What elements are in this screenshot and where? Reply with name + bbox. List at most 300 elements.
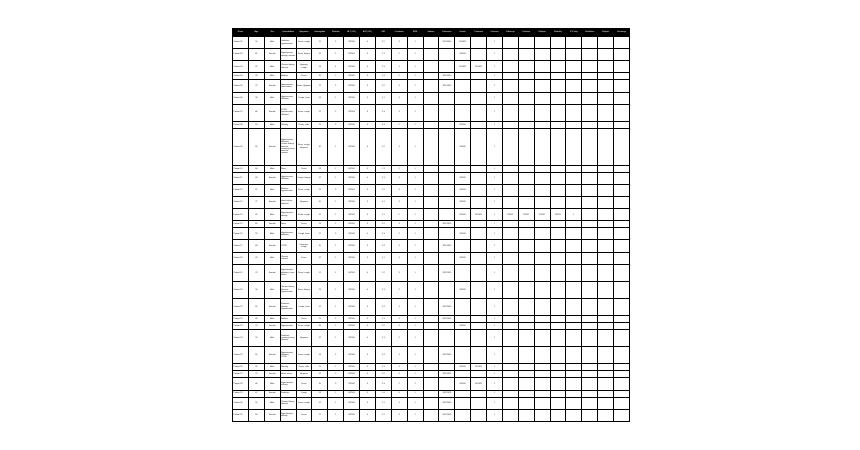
table-cell	[598, 347, 614, 364]
table-cell	[423, 298, 439, 315]
table-cell	[518, 364, 534, 371]
table-cell	[502, 121, 518, 128]
table-cell	[439, 172, 455, 184]
table-row	[233, 378, 630, 390]
table-cell: 60	[248, 221, 264, 228]
table-cell: Patient 17	[233, 240, 249, 252]
table-cell	[598, 228, 614, 240]
table-cell	[471, 73, 487, 80]
table-cell	[439, 61, 455, 73]
table-row	[233, 61, 630, 73]
table-cell: 1.4	[375, 347, 391, 364]
table-cell	[598, 37, 614, 49]
table-cell: 3	[391, 264, 407, 281]
table-cell: 8/2020	[455, 184, 471, 196]
table-cell	[471, 330, 487, 347]
table-cell: Chronic kidney disease, hypertension	[280, 281, 296, 298]
table-cell: Patient 12	[233, 184, 249, 196]
table-cell	[550, 197, 566, 209]
table-cell: 12	[312, 397, 328, 409]
table-cell	[614, 397, 630, 409]
table-cell	[518, 252, 534, 264]
table-cell: 1.1	[375, 364, 391, 371]
table-cell	[598, 128, 614, 165]
table-cell: 1.3	[375, 281, 391, 298]
table-cell	[471, 281, 487, 298]
table-cell	[518, 80, 534, 92]
column-header: Relapse	[534, 29, 550, 37]
table-cell: 3/11/2020	[439, 409, 455, 421]
table-cell: 12	[312, 172, 328, 184]
table-cell: Patient 25	[233, 347, 249, 364]
table-row	[233, 49, 630, 61]
table-cell: Male	[264, 378, 280, 390]
table-cell: 1	[487, 37, 503, 49]
table-row	[233, 221, 630, 228]
table-cell: 1	[487, 61, 503, 73]
table-cell	[518, 315, 534, 322]
table-cell	[598, 73, 614, 80]
table-cell: 53	[248, 330, 264, 347]
table-cell	[518, 371, 534, 378]
table-cell	[582, 197, 598, 209]
table-cell	[582, 172, 598, 184]
table-cell	[471, 347, 487, 364]
table-cell	[598, 197, 614, 209]
table-cell	[502, 61, 518, 73]
table-cell	[518, 92, 534, 104]
table-cell: Female	[264, 104, 280, 121]
table-cell	[566, 397, 582, 409]
table-cell	[614, 228, 630, 240]
table-cell: 61	[248, 49, 264, 61]
table-cell: Patient 21	[233, 298, 249, 315]
table-cell	[582, 347, 598, 364]
column-header: Dialysis	[598, 29, 614, 37]
table-cell	[471, 228, 487, 240]
table-row	[233, 165, 630, 172]
table-cell: 3	[360, 347, 376, 364]
table-cell	[582, 371, 598, 378]
table-cell: 11	[312, 121, 328, 128]
table-row	[233, 364, 630, 371]
table-cell: 1	[487, 172, 503, 184]
table-cell	[614, 322, 630, 329]
table-cell: 1.1	[375, 252, 391, 264]
table-cell: Asthma	[280, 73, 296, 80]
table-cell	[566, 409, 582, 421]
table-cell	[423, 240, 439, 252]
table-cell	[534, 264, 550, 281]
table-cell	[534, 121, 550, 128]
table-cell: Chronic kidney disease	[280, 61, 296, 73]
table-cell	[566, 49, 582, 61]
table-cell	[439, 322, 455, 329]
table-cell	[550, 347, 566, 364]
table-cell: 46	[248, 378, 264, 390]
table-cell: 1	[487, 330, 503, 347]
table-cell	[550, 37, 566, 49]
table-cell: Dyspnea	[296, 330, 312, 347]
table-cell	[423, 209, 439, 221]
table-cell	[550, 390, 566, 397]
table-cell: 63	[248, 172, 264, 184]
table-cell	[566, 281, 582, 298]
table-cell: 8/2020	[455, 209, 471, 221]
table-row	[233, 197, 630, 209]
table-cell	[471, 128, 487, 165]
table-cell	[614, 347, 630, 364]
table-cell	[502, 298, 518, 315]
table-cell	[598, 378, 614, 390]
table-cell: 3	[360, 80, 376, 92]
table-cell: 8/2020	[455, 364, 471, 371]
table-cell	[550, 228, 566, 240]
table-cell: 5	[360, 92, 376, 104]
table-cell: 1	[487, 73, 503, 80]
table-cell: 1.3	[375, 104, 391, 121]
table-cell: 14	[312, 92, 328, 104]
table-cell: 3/11/2020	[439, 315, 455, 322]
table-cell: 1.1	[375, 397, 391, 409]
table-cell: Patient 24	[233, 330, 249, 347]
table-cell: Patient 11	[233, 172, 249, 184]
table-cell: COPD	[280, 240, 296, 252]
table-cell	[439, 330, 455, 347]
table-cell: 1.2	[375, 128, 391, 165]
table-cell	[598, 104, 614, 121]
table-cell	[614, 315, 630, 322]
table-cell	[518, 378, 534, 390]
table-cell	[550, 378, 566, 390]
table-cell: Hypertension, asthma	[280, 378, 296, 390]
table-cell: Male	[264, 228, 280, 240]
table-cell: Fever, cough, dyspnea	[296, 128, 312, 165]
table-cell: 71	[248, 197, 264, 209]
table-cell: Heart failure	[280, 371, 296, 378]
table-cell: 1	[407, 80, 423, 92]
table-cell	[439, 92, 455, 104]
table-cell: 3/11/2020	[439, 347, 455, 364]
table-cell: Hypertension, diabetes	[280, 92, 296, 104]
table-cell: Female	[264, 197, 280, 209]
table-cell	[550, 240, 566, 252]
table-cell: 1	[328, 390, 344, 397]
table-cell	[502, 240, 518, 252]
table-cell: 3/11/2020	[439, 80, 455, 92]
table-cell: 59	[248, 364, 264, 371]
table-cell: 1	[407, 378, 423, 390]
table-cell	[534, 49, 550, 61]
table-cell	[471, 92, 487, 104]
table-cell: 24/7/65	[344, 240, 360, 252]
column-header: Symptoms	[296, 29, 312, 37]
table-row	[233, 397, 630, 409]
table-cell	[502, 197, 518, 209]
column-header: Sodium	[423, 29, 439, 37]
table-cell: 3	[328, 37, 344, 49]
table-cell: 2	[328, 397, 344, 409]
table-cell	[534, 80, 550, 92]
table-cell: 24/7/65	[344, 184, 360, 196]
data-table	[232, 28, 630, 422]
table-cell: 3	[360, 390, 376, 397]
table-cell	[582, 364, 598, 371]
column-header: Creatinine	[391, 29, 407, 37]
table-cell: 1	[407, 322, 423, 329]
table-cell: Male	[264, 165, 280, 172]
table-cell	[582, 240, 598, 252]
table-cell	[471, 252, 487, 264]
table-cell: 2/2021	[518, 209, 534, 221]
table-cell: 3	[391, 80, 407, 92]
table-cell	[518, 240, 534, 252]
table-cell	[423, 264, 439, 281]
table-cell: Patient 01	[233, 37, 249, 49]
table-cell	[534, 397, 550, 409]
table-cell: Cough, fever	[296, 298, 312, 315]
table-cell	[423, 221, 439, 228]
table-cell	[471, 104, 487, 121]
table-cell: 3/11/2020	[439, 221, 455, 228]
table-cell: 24/7/65	[344, 61, 360, 73]
table-cell: 4	[360, 371, 376, 378]
table-cell: 65	[248, 347, 264, 364]
table-cell	[423, 397, 439, 409]
table-cell: 4	[391, 397, 407, 409]
table-cell: 3	[391, 240, 407, 252]
table-cell	[566, 221, 582, 228]
table-cell	[566, 61, 582, 73]
table-cell	[614, 409, 630, 421]
table-cell	[550, 172, 566, 184]
table-cell	[534, 172, 550, 184]
table-cell	[423, 172, 439, 184]
table-cell: 2	[328, 330, 344, 347]
table-cell	[471, 197, 487, 209]
table-cell	[566, 252, 582, 264]
table-cell	[614, 73, 630, 80]
table-cell: Female	[264, 80, 280, 92]
table-cell	[471, 409, 487, 421]
table-cell	[534, 330, 550, 347]
table-cell: 1.2	[375, 221, 391, 228]
table-cell	[534, 409, 550, 421]
table-cell: 24/7/65	[344, 209, 360, 221]
table-cell: 1	[407, 240, 423, 252]
table-cell: 13	[312, 281, 328, 298]
table-cell: 1	[328, 165, 344, 172]
table-cell	[550, 49, 566, 61]
table-row	[233, 264, 630, 281]
table-cell: 10	[312, 73, 328, 80]
table-cell	[471, 172, 487, 184]
table-cell	[582, 165, 598, 172]
table-cell: 1	[487, 240, 503, 252]
table-cell: 1	[487, 397, 503, 409]
column-header: Follow-up	[502, 29, 518, 37]
table-cell	[598, 322, 614, 329]
table-cell	[502, 322, 518, 329]
table-cell	[614, 184, 630, 196]
column-header: Discharge	[614, 29, 630, 37]
table-cell: Fever, cough	[296, 184, 312, 196]
table-cell: 1	[407, 228, 423, 240]
table-cell	[518, 397, 534, 409]
table-cell: 1	[487, 378, 503, 390]
table-cell: Hypertension, diabetes, COPD	[280, 347, 296, 364]
table-cell	[423, 128, 439, 165]
table-cell	[455, 298, 471, 315]
table-cell: 1.4	[375, 197, 391, 209]
table-cell: 12	[312, 298, 328, 315]
table-cell	[502, 165, 518, 172]
table-cell: 3	[391, 221, 407, 228]
table-cell	[582, 330, 598, 347]
table-cell	[502, 347, 518, 364]
table-cell: 1	[407, 315, 423, 322]
table-row	[233, 121, 630, 128]
table-cell	[582, 37, 598, 49]
table-cell: 3	[391, 128, 407, 165]
table-cell: 24/7/65	[344, 378, 360, 390]
table-cell	[534, 371, 550, 378]
table-cell: 24/7/65	[344, 371, 360, 378]
table-cell: 13	[312, 221, 328, 228]
column-header: Age	[248, 29, 264, 37]
table-cell	[502, 281, 518, 298]
table-cell: 3	[328, 378, 344, 390]
table-cell: 4	[391, 61, 407, 73]
table-cell	[471, 390, 487, 397]
table-cell: 48	[248, 315, 264, 322]
table-cell: Female	[264, 49, 280, 61]
table-cell	[455, 221, 471, 228]
table-cell	[423, 252, 439, 264]
table-cell	[455, 104, 471, 121]
table-cell: Diabetes, obesity, hypertension	[280, 298, 296, 315]
table-cell: Cough, fever	[296, 228, 312, 240]
table-cell: 1	[407, 104, 423, 121]
table-cell: 3/11/2020	[439, 390, 455, 397]
column-header: BUN	[407, 29, 423, 37]
table-cell	[614, 371, 630, 378]
table-cell	[582, 61, 598, 73]
table-cell: Male	[264, 73, 280, 80]
table-cell: 1	[407, 371, 423, 378]
table-cell: 1	[487, 184, 503, 196]
table-cell	[550, 61, 566, 73]
table-cell: 1	[487, 252, 503, 264]
table-cell: 8/2020	[455, 128, 471, 165]
table-cell: 67	[248, 390, 264, 397]
table-cell	[455, 315, 471, 322]
table-cell: 4	[360, 378, 376, 390]
table-cell: 10	[312, 378, 328, 390]
table-cell: 1	[487, 264, 503, 281]
table-cell: 1	[487, 128, 503, 165]
table-cell: 12	[312, 49, 328, 61]
table-cell: 72	[248, 80, 264, 92]
table-cell: 73	[248, 371, 264, 378]
table-cell	[439, 128, 455, 165]
table-cell	[455, 390, 471, 397]
table-cell	[455, 92, 471, 104]
table-cell	[423, 364, 439, 371]
table-cell	[439, 49, 455, 61]
table-row	[233, 390, 630, 397]
table-cell: 1	[407, 172, 423, 184]
table-cell: 3	[391, 371, 407, 378]
table-cell: 1.3	[375, 172, 391, 184]
table-cell: 2	[391, 165, 407, 172]
table-cell	[582, 128, 598, 165]
table-cell	[518, 61, 534, 73]
table-cell	[471, 322, 487, 329]
table-cell: 4	[391, 315, 407, 322]
table-cell: 13	[312, 390, 328, 397]
table-cell: 24/7/65	[344, 364, 360, 371]
table-cell: 8/2020	[455, 121, 471, 128]
table-cell	[439, 252, 455, 264]
table-cell: Male	[264, 397, 280, 409]
table-cell	[455, 240, 471, 252]
table-cell	[518, 128, 534, 165]
table-cell: Dyspnea	[296, 371, 312, 378]
table-cell: 12	[312, 209, 328, 221]
table-cell: 3	[391, 409, 407, 421]
table-cell	[423, 104, 439, 121]
table-cell: 1.4	[375, 298, 391, 315]
table-cell: 1	[407, 298, 423, 315]
table-cell	[471, 121, 487, 128]
table-cell: Fever	[296, 252, 312, 264]
table-cell	[582, 409, 598, 421]
table-cell	[582, 281, 598, 298]
table-cell	[550, 409, 566, 421]
table-cell: Hypertension	[280, 322, 296, 329]
table-cell: 10	[312, 240, 328, 252]
table-cell: 1	[407, 37, 423, 49]
table-cell	[582, 390, 598, 397]
table-cell: 3	[360, 315, 376, 322]
table-cell	[534, 73, 550, 80]
table-cell	[471, 49, 487, 61]
table-cell: Male	[264, 315, 280, 322]
table-cell	[566, 80, 582, 92]
table-cell: Fever, dyspnea	[296, 80, 312, 92]
table-cell: 4	[360, 37, 376, 49]
table-cell: 4	[391, 92, 407, 104]
table-cell: Patient 26	[233, 364, 249, 371]
table-cell: Male	[264, 281, 280, 298]
table-cell: 4	[360, 184, 376, 196]
table-cell: 11	[312, 315, 328, 322]
table-cell	[582, 252, 598, 264]
table-row	[233, 371, 630, 378]
table-cell: 3	[391, 37, 407, 49]
table-cell: 3	[391, 172, 407, 184]
table-cell	[566, 104, 582, 121]
table-cell	[582, 264, 598, 281]
table-cell: 3	[360, 197, 376, 209]
table-cell: 1	[487, 390, 503, 397]
column-header: Sex	[264, 29, 280, 37]
table-cell	[582, 121, 598, 128]
table-cell: 3	[391, 104, 407, 121]
table-cell	[502, 73, 518, 80]
table-cell: Diabetes, coronary artery disease	[280, 330, 296, 347]
